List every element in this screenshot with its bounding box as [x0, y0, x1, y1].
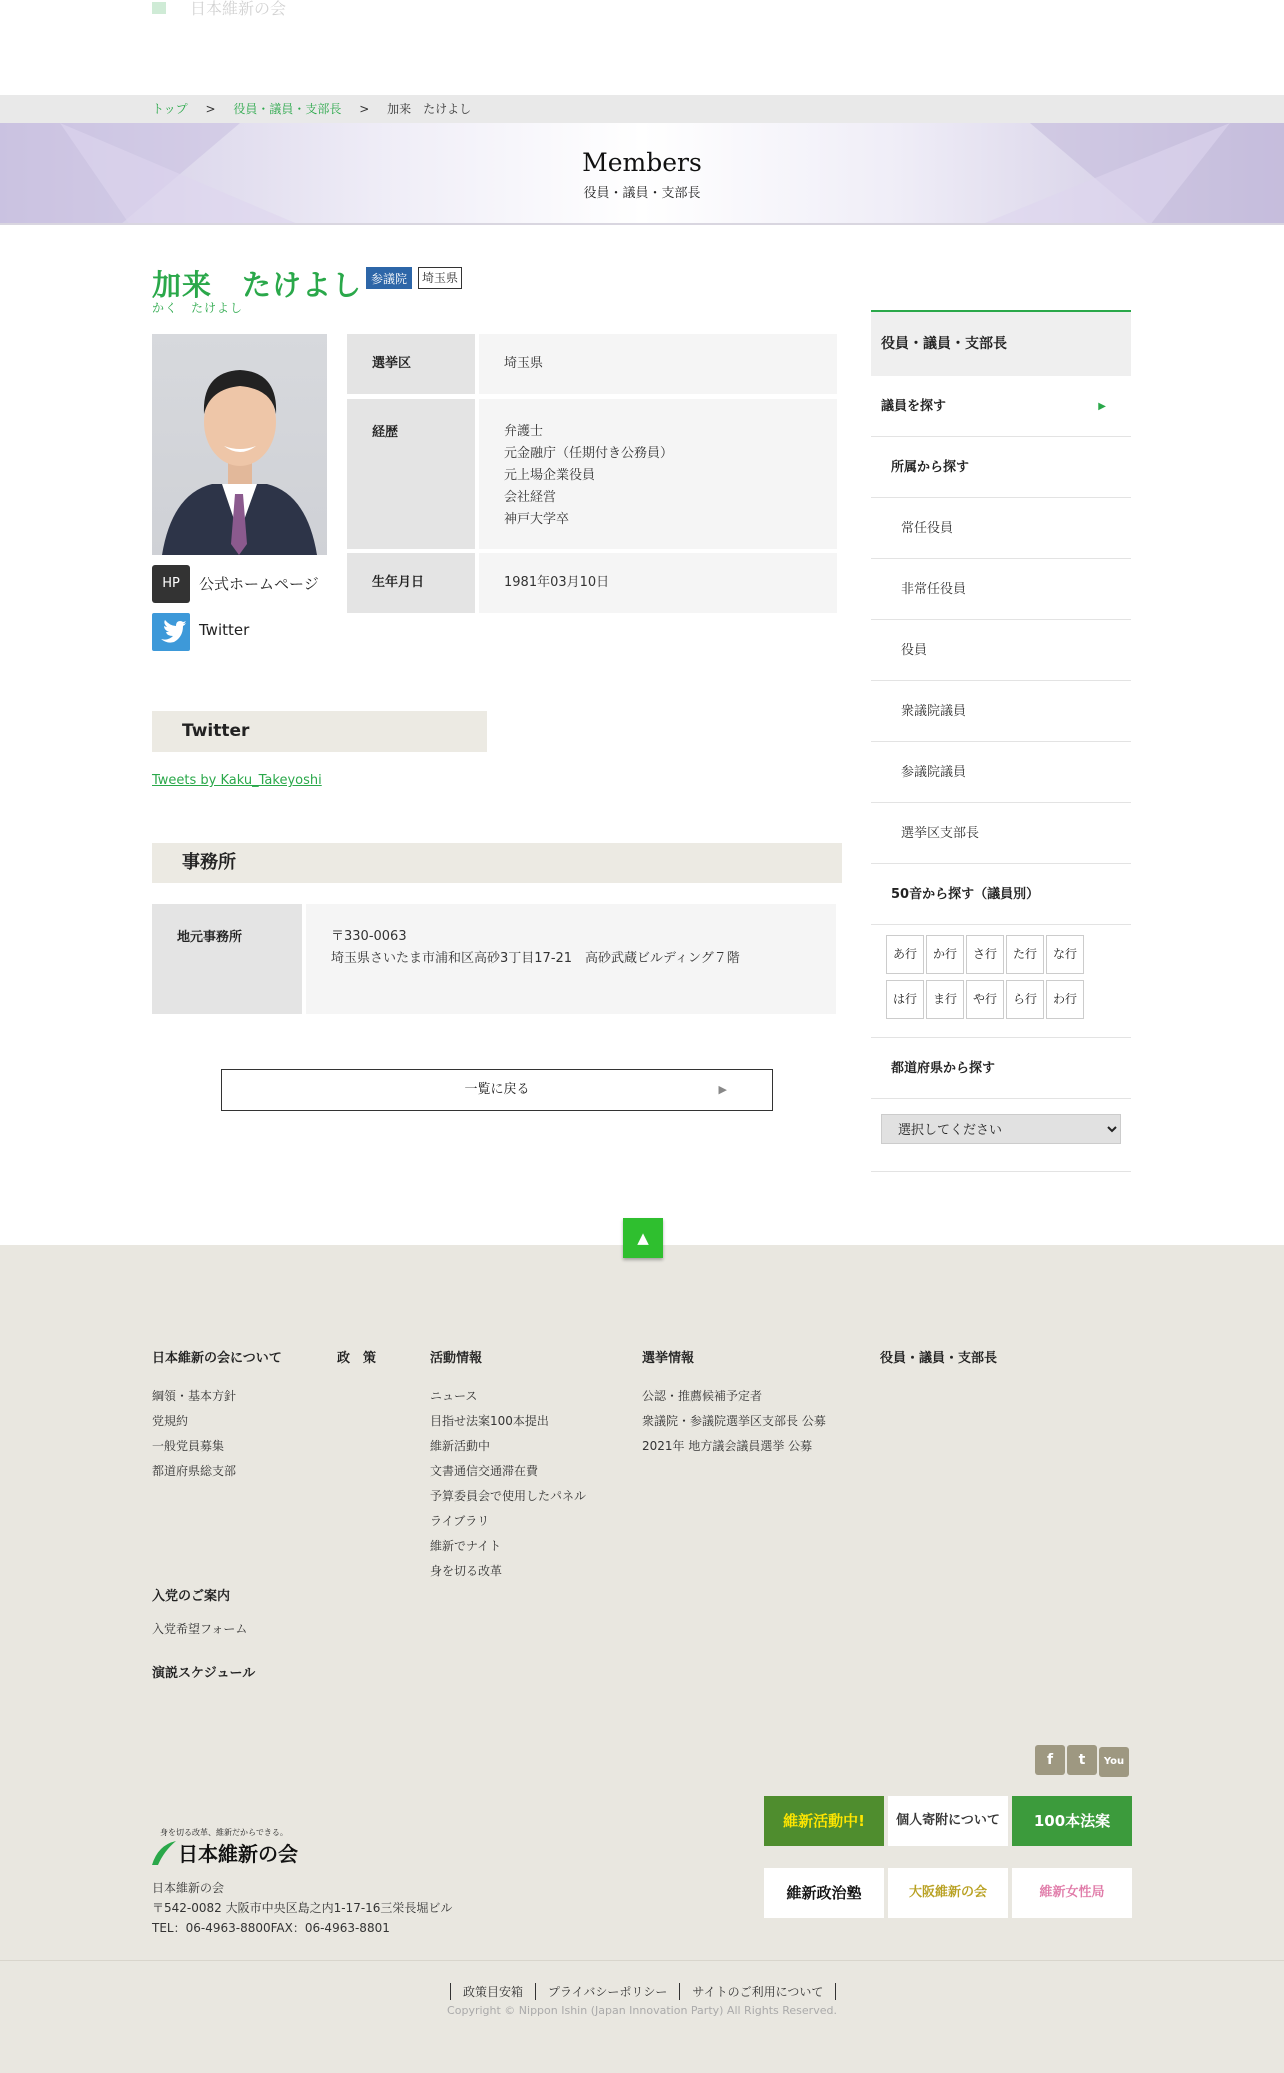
twitter-timeline-link[interactable]: Tweets by Kaku_Takeyoshi — [152, 773, 322, 788]
footer-list-election — [642, 1384, 826, 1459]
prefecture-select[interactable] — [881, 1114, 1121, 1144]
kana-button[interactable]: な行 — [1046, 935, 1084, 974]
footer-divider — [0, 1960, 1284, 1961]
twitter-section-heading: Twitter — [152, 711, 487, 752]
footer-link-privacy[interactable]: プライバシーポリシー — [535, 1983, 679, 2000]
footer-link[interactable]: 目指せ法案100本提出 — [430, 1414, 549, 1428]
career-line: 弁護士 — [504, 424, 544, 439]
twitter-icon[interactable] — [152, 613, 190, 651]
sidebar-by-kana: 50音から探す（議員別） — [871, 864, 1131, 925]
kana-button[interactable]: ら行 — [1006, 980, 1044, 1019]
footer-org-name: 日本維新の会 — [152, 1881, 225, 1895]
profile-value-birthday: 1981年03月10日 — [479, 553, 837, 613]
banner-activity[interactable]: 維新活動中! — [764, 1796, 884, 1846]
site-logo[interactable] — [152, 0, 332, 20]
career-line: 元上場企業役員 — [504, 468, 596, 483]
sidebar-by-affiliation: 所属から探す — [871, 437, 1131, 498]
office-postal: 〒330-0063 — [331, 929, 407, 944]
kana-button[interactable]: は行 — [886, 980, 924, 1019]
breadcrumb-separator: > — [359, 102, 370, 116]
sidebar-by-prefecture: 都道府県から探す — [871, 1038, 1131, 1099]
footer-link[interactable]: 党規約 — [152, 1414, 189, 1428]
page-title: Members — [582, 148, 702, 177]
footer-list-about — [152, 1384, 236, 1484]
kana-button[interactable]: あ行 — [886, 935, 924, 974]
office-address: 埼玉県さいたま市浦和区高砂3丁目17-21 高砂武蔵ビルディング７階 — [331, 951, 740, 966]
sidebar-item-branch-heads[interactable]: 選挙区支部長 — [871, 803, 1131, 864]
footer-link[interactable]: 2021年 地方議会議員選挙 公募 — [642, 1439, 813, 1453]
profile-key-career: 経歴 — [347, 399, 475, 549]
banner-juku[interactable]: 維新政治塾 — [764, 1868, 884, 1918]
banner-100-bills[interactable]: 100本法案 — [1012, 1796, 1132, 1846]
footer-link[interactable]: 身を切る改革 — [430, 1564, 503, 1578]
banner-donation[interactable]: 個人寄附について — [888, 1796, 1008, 1846]
kana-button[interactable]: や行 — [966, 980, 1004, 1019]
social-links — [1033, 1745, 1129, 1777]
footer-list-activity — [430, 1384, 586, 1584]
footer-link[interactable]: 都道府県総支部 — [152, 1464, 237, 1478]
sidebar-item-standing-officers[interactable]: 常任役員 — [871, 498, 1131, 559]
breadcrumb-current: 加来 たけよし — [387, 102, 472, 116]
kana-button[interactable]: わ行 — [1046, 980, 1084, 1019]
sidebar — [871, 310, 1131, 1172]
house-badge: 参議院 — [366, 267, 412, 289]
footer-link[interactable]: 維新でナイト — [430, 1539, 502, 1553]
breadcrumb-separator: > — [205, 102, 216, 116]
footer-info — [152, 1878, 452, 1938]
breadcrumb-home[interactable]: トップ — [152, 102, 188, 116]
member-kana: かく たけよし — [152, 301, 244, 315]
footer-heading-election[interactable]: 選挙情報 — [642, 1351, 695, 1366]
homepage-link[interactable]: 公式ホームページ — [199, 575, 319, 593]
office-section-heading: 事務所 — [152, 843, 842, 883]
career-line: 元金融庁（任期付き公務員） — [504, 446, 674, 461]
footer-heading-activity[interactable]: 活動情報 — [430, 1351, 483, 1366]
kana-button[interactable]: ま行 — [926, 980, 964, 1019]
footer-heading-join[interactable]: 入党のご案内 — [152, 1589, 231, 1604]
footer-link-join-form[interactable]: 入党希望フォーム — [152, 1622, 248, 1636]
logo-text: 日本維新の会 — [190, 0, 287, 18]
profile-value-district: 埼玉県 — [479, 334, 837, 394]
kana-button[interactable]: か行 — [926, 935, 964, 974]
back-to-top-button[interactable]: ▲ — [623, 1218, 663, 1258]
footer-link[interactable]: ライブラリ — [430, 1514, 490, 1528]
back-button-label: 一覧に戻る — [464, 1082, 530, 1097]
twitter-link[interactable]: Twitter — [199, 621, 250, 639]
page-subtitle: 役員・議員・支部長 — [583, 186, 701, 201]
logo-tagline: 身を切る改革、維新だからできる。 — [160, 1828, 288, 1837]
profile-value-career — [479, 399, 837, 549]
sidebar-item-upper-house[interactable]: 参議院議員 — [871, 742, 1131, 803]
sidebar-item-non-standing-officers[interactable]: 非常任役員 — [871, 559, 1131, 620]
page-hero — [0, 123, 1284, 225]
footer-link[interactable]: 一般党員募集 — [152, 1439, 225, 1453]
footer-heading-members[interactable]: 役員・議員・支部長 — [880, 1351, 998, 1366]
footer-link[interactable]: 予算委員会で使用したパネル — [430, 1489, 587, 1503]
kana-button[interactable]: さ行 — [966, 935, 1004, 974]
kana-grid — [871, 925, 1131, 1038]
footer-tel: TEL：06-4963-8800FAX：06-4963-8801 — [152, 1921, 390, 1935]
banner-women[interactable]: 維新女性局 — [1012, 1868, 1132, 1918]
career-line: 会社経営 — [504, 490, 557, 505]
footer-link[interactable]: ニュース — [430, 1389, 478, 1403]
footer-link-terms[interactable]: サイトのご利用について — [679, 1983, 836, 2000]
footer-link[interactable]: 公認・推薦候補予定者 — [642, 1389, 763, 1403]
profile-key-district: 選挙区 — [347, 334, 475, 394]
play-arrow-icon: ▶ — [1098, 401, 1106, 412]
youtube-icon[interactable]: You — [1099, 1747, 1129, 1777]
sidebar-find-members[interactable] — [871, 376, 1131, 437]
breadcrumb-members[interactable]: 役員・議員・支部長 — [233, 102, 342, 116]
logo-text: 日本維新の会 — [178, 1842, 298, 1866]
career-line: 神戸大学卒 — [504, 512, 570, 527]
office-key: 地元事務所 — [152, 904, 302, 1014]
office-value — [306, 904, 836, 1014]
prefecture-badge: 埼玉県 — [418, 267, 462, 289]
sidebar-heading: 役員・議員・支部長 — [871, 310, 1131, 376]
footer-link[interactable]: 文書通信交通滞在費 — [430, 1464, 539, 1478]
kana-button[interactable]: た行 — [1006, 935, 1044, 974]
breadcrumb — [0, 95, 1284, 123]
prefecture-select-row — [871, 1099, 1131, 1172]
footer-link[interactable]: 維新活動中 — [430, 1439, 491, 1453]
footer-link[interactable]: 綱領・基本方針 — [152, 1389, 237, 1403]
footer-heading-speech[interactable]: 演説スケジュール — [152, 1666, 256, 1681]
footer-link-policy-box[interactable]: 政策目安箱 — [450, 1983, 535, 2000]
footer-logo[interactable] — [152, 1825, 302, 1867]
footer-link[interactable]: 衆議院・参議院選挙区支部長 公募 — [642, 1414, 826, 1428]
twitter-icon[interactable]: t — [1067, 1745, 1097, 1775]
footer-heading-policy[interactable]: 政 策 — [337, 1351, 377, 1366]
facebook-icon[interactable]: f — [1035, 1745, 1065, 1775]
footer — [0, 1245, 1284, 2073]
sidebar-item-officers[interactable]: 役員 — [871, 620, 1131, 681]
member-name: 加来 たけよし — [152, 268, 363, 302]
sidebar-find-label: 議員を探す — [881, 399, 947, 414]
footer-heading-about[interactable]: 日本維新の会について — [152, 1351, 282, 1366]
banner-osaka[interactable]: 大阪維新の会 — [888, 1868, 1008, 1918]
footer-bottom-links — [450, 1983, 836, 2000]
member-photo — [152, 334, 327, 555]
homepage-icon[interactable]: HP — [152, 565, 190, 603]
back-to-list-button[interactable] — [221, 1069, 773, 1111]
profile-key-birthday: 生年月日 — [347, 553, 475, 613]
footer-address: 〒542-0082 大阪市中央区島之内1-17-16三栄長堀ビル — [152, 1901, 453, 1915]
play-arrow-icon: ▶ — [718, 1083, 727, 1096]
copyright: Copyright © Nippon Ishin (Japan Innovation Party) All Rights Reserved. — [447, 2004, 837, 2017]
sidebar-item-lower-house[interactable]: 衆議院議員 — [871, 681, 1131, 742]
